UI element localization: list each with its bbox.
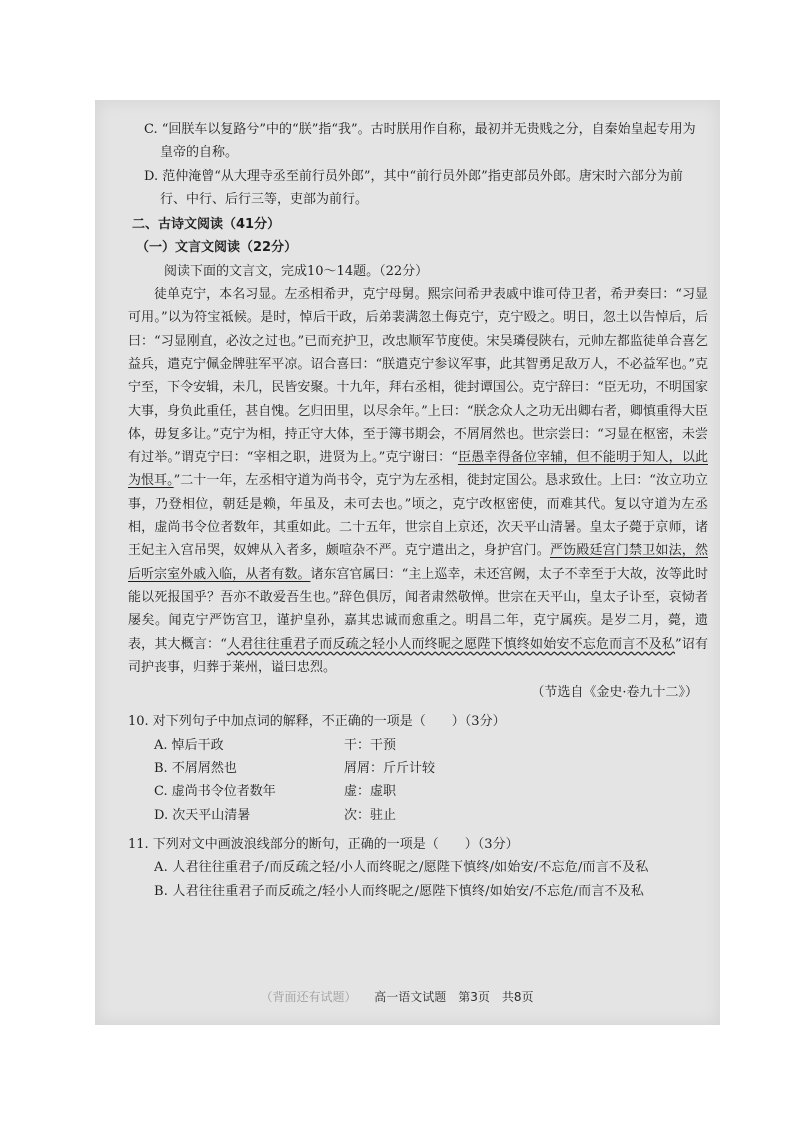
question-10-option-a[interactable]: A. 悼后干政 干：干预: [154, 737, 397, 753]
underlined-sentence-1: 臣愚幸得备位宰辅，但不能明于知人，以此为恨耳。: [128, 450, 708, 489]
classical-passage: [128, 283, 708, 679]
exam-content: [128, 118, 708, 903]
question-11: [128, 833, 708, 903]
underlined-sentence-2: 严饬殿廷宫门禁卫如法，然后听宗室外戚入临，从者有数。: [128, 543, 708, 582]
passage-paragraph: 徒单克宁，本名习显。左丞相希尹，克宁母舅。熙宗问希尹表戚中谁可侍卫者，希尹奏曰：“习显可用。”以为符宝祗候。是时，悼后干政，后弟裴满忽土侮克宁，克宁殴之。明日，忽土以告悼后，后曰：“习显刚直，必汝之过也。”已而充护卫，改忠顺军节度使。宋吴璘侵陕右，元帅左都监徒单合喜乞益兵，遣克宁佩金牌驻军平凉。诏合喜曰：“朕遣克宁参议军事，此其智勇足敌万人，不必益军也。”克宁至，下令安辑，未几，民皆安聚。十九年，拜右丞相，徙封谭国公。克宁辞曰：“臣无功，不明国家大事，身负此重任，甚自愧。乞归田里，以尽余年。”上曰：“朕念众人之功无出卿右者，卿慎重得大臣体，毋复多让。”克宁为相，持正守大体，至于簿书期会，不屑屑然也。世宗尝曰：“习显在枢密，未尝有过举。”谓克宁曰：“宰相之职，进贤为上。”克宁谢曰：“臣愚幸得备位宰辅，但不能明于知人，以此为恨耳。”二十一年，左丞相守道为尚书令，克宁为左丞相，徙封定国公。恳求致仕。上曰：“汝立功立事，乃登相位，朝廷是赖，年虽及，未可去也。”顷之，克宁改枢密使，而难其代。复以守道为左丞相，虚尚书令位者数年，其重如此。二十五年，世宗自上京还，次天平山清暑。皇太子薨于京师，诸王妃主入宫吊哭，奴婢从入者多，颇喧杂不严。克宁遣出之，身护宫门。严饬殿廷宫门禁卫如法，然后听宗室外戚入临，从者有数。诸东宫官属曰：“主上巡幸，未还宫阙，太子不幸至于大故，汝等此时能以死报国乎？吾亦不敢爱吾生也。”辞色俱厉，闻者肃然敬惮。世宗在天平山，皇太子讣至，哀恸者屡矣。闻克宁严饬宫卫，谨护皇孙，嘉其忠诚而愈重之。明昌二年，克宁属疾。是岁二月，薨，遗表，其大概言：“人君往往重君子而反疏之轻小人而终昵之愿陛下慎终如始安不忘危而言不及私”诏有司护丧事，归葬于莱州，谥曰忠烈。: [128, 287, 708, 675]
question-10-option-d[interactable]: D. 次天平山清暑 次：驻止: [154, 807, 397, 823]
passage-source: （节选自《金史·卷九十二》）: [531, 685, 698, 701]
question-10-option-b[interactable]: B. 不屑屑然也 屑屑：斤斤计较: [154, 761, 436, 777]
wavy-underlined-sentence: 人君往往重君子而反疏之轻小人而终昵之愿陛下慎终如始安不忘危而言不及私: [226, 636, 675, 652]
question-11-option-b[interactable]: B. 人君往往重君子而反疏之/轻小人而终昵之/愿陛下慎终/如始安/不忘危/而言不及私: [154, 883, 645, 899]
question-10-stem: 10. 对下列句子中加点词的解释，不正确的一项是（ ）（3分）: [128, 714, 506, 730]
option-c-prev: C. “回朕车以复路兮”中的“朕”指“我”。古时朕用作自称，最初并无贵贱之分，自秦始皇起专用为皇帝的自称。: [144, 122, 696, 161]
subsection-title: （一）文言文阅读（22分）: [136, 240, 298, 256]
question-10-option-c[interactable]: C. 虚尚书令位者数年 虚：虚职: [154, 784, 397, 800]
page-footer: [0, 988, 794, 1005]
intro-text: 阅读下面的文言文，完成10～14题。（22分）: [164, 263, 429, 279]
option-d-prev: D. 范仲淹曾“从大理寺丞至前行员外郎”，其中“前行员外郎”指吏部员外郎。唐宋时六部分为前行、中行、后行三等，吏部为前行。: [144, 168, 683, 207]
question-11-stem: 11. 下列对文中画波浪线部分的断句，正确的一项是（ ）（3分）: [128, 836, 519, 852]
question-11-option-a[interactable]: A. 人君往往重君子/而反疏之轻/小人而终昵之/愿陛下慎终/如始安/不忘危/而言不及私: [154, 860, 649, 876]
footer-page-number: 高一语文试题 第3页 共8页: [374, 990, 534, 1004]
footer-continue-note: （背面还有试题）: [260, 990, 357, 1004]
section-title: 二、古诗文阅读（41分）: [132, 217, 281, 233]
question-10: [128, 710, 708, 826]
